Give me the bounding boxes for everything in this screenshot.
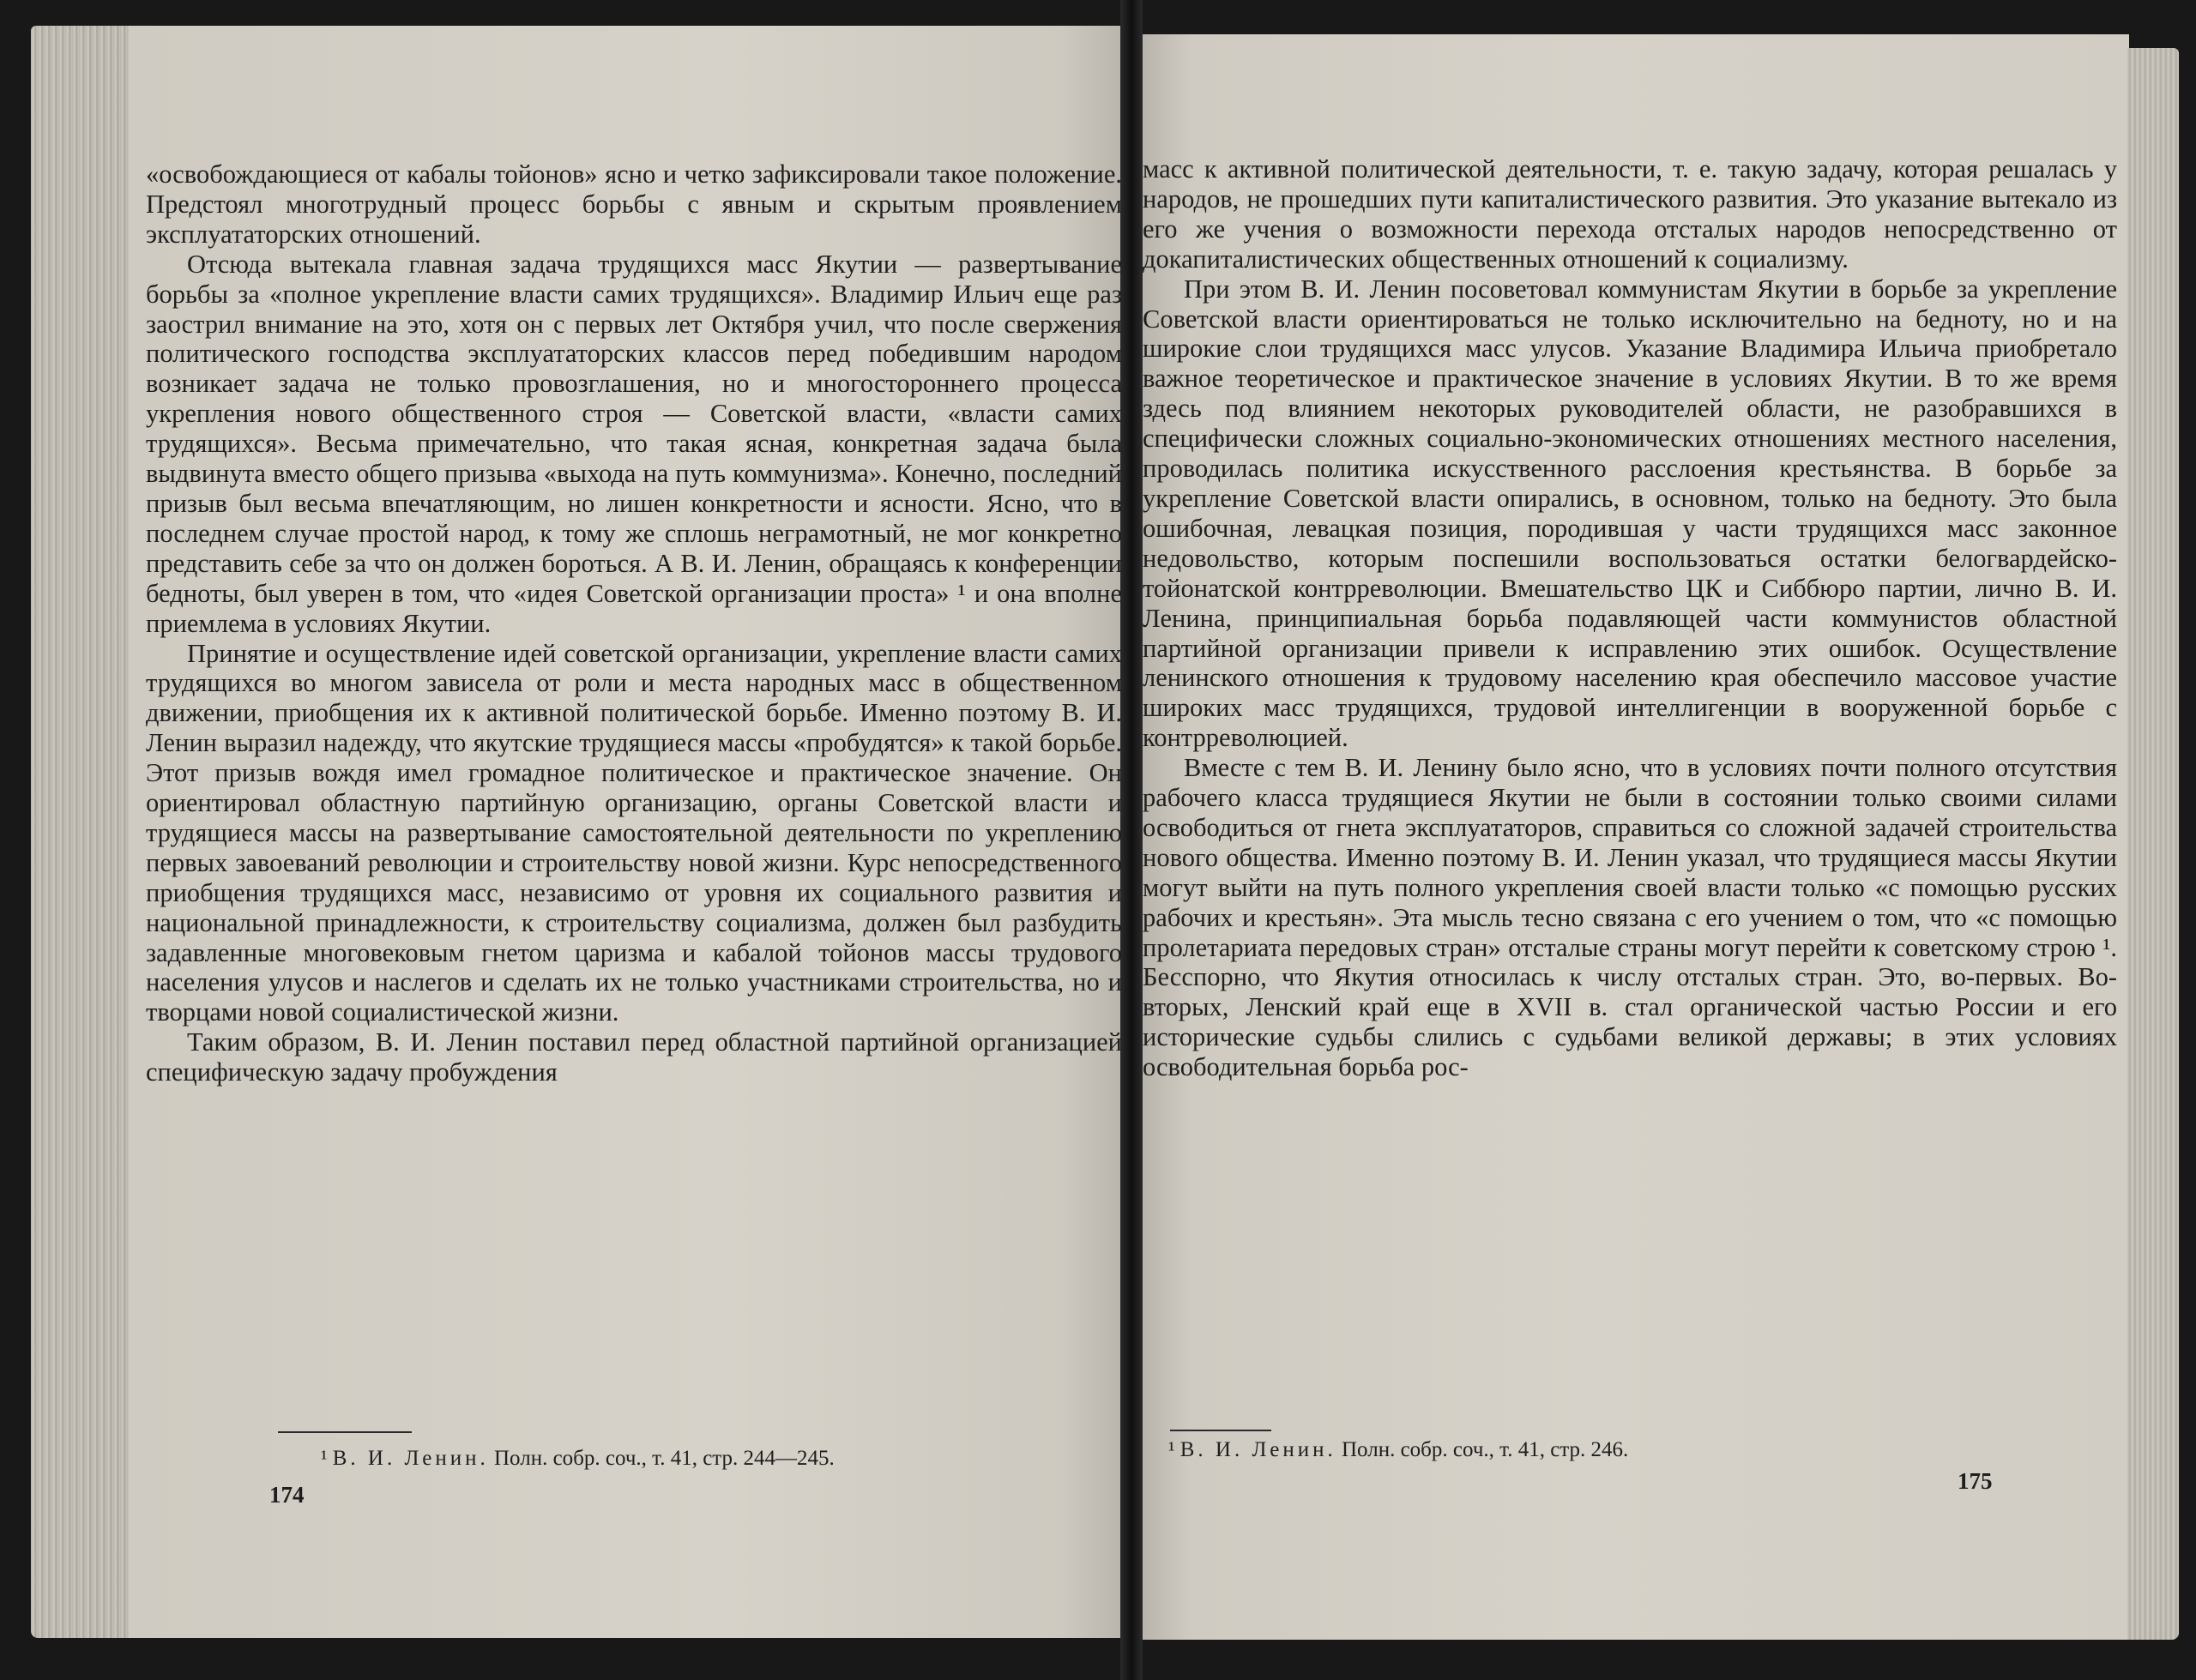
footnote	[1168, 1437, 1628, 1463]
footnote-mark: ¹	[321, 1447, 328, 1470]
paragraph: Вместе с тем В. И. Ленину было ясно, что в условиях почти полного отсутствия рабочего класса трудящиеся Якутии не были в состоянии только своими силами освободиться от гнета эксплуататоров, справиться со сложной задачей строительства нового общества. Именно поэтому В. И. Ленин указал, что трудящиеся массы Якутии могут выйти на путь полного укрепления своей власти только «с помощью русских рабочих и крестьян». Эта мысль тесно связана с его учением о том, что «с помощью пролетариата передовых стран» отсталые страны могут перейти к советскому строю ¹. Бесспорно, что Якутия относилась к числу отсталых стран. Это, во-первых. Во-вторых, Ленский край еще в XVII в. стал органической частью России и его исторические судьбы слились с судьбами великой державы; в этих условиях освободительная борьба рос-	[1143, 753, 2117, 1082]
footnote-text: Полн. собр. соч., т. 41, стр. 244—245.	[494, 1447, 835, 1470]
footnote-author: В. И. Ленин.	[332, 1447, 489, 1470]
footnote	[321, 1446, 835, 1472]
footnote-author: В. И. Ленин.	[1179, 1438, 1336, 1461]
footnote-rule	[278, 1431, 412, 1433]
footnote-mark: ¹	[1168, 1438, 1175, 1461]
footnote-text: Полн. собр. соч., т. 41, стр. 246.	[1342, 1438, 1629, 1461]
page-number: 175	[1958, 1468, 1993, 1494]
page-block-edge-left	[31, 26, 132, 1638]
book-gutter	[1120, 0, 1143, 1680]
footnote-rule	[1170, 1430, 1271, 1431]
paragraph: Принятие и осуществление идей советской организации, укрепление власти самих трудящихся во многом зависела от роли и места народных масс в общественном движении, приобщения их к активной политической борьбе. Именно поэтому В. И. Ленин выразил надежду, что якутские трудящиеся массы «пробудятся» к такой борьбе. Этот призыв вождя имел громадное политическое и практическое значение. Он ориентировал областную партийную организацию, органы Советской власти и трудящиеся массы на развертывание самостоятельной деятельности по укреплению первых завоеваний революции и строительству новой жизни. Курс непосредственного приобщения трудящихся масс, независимо от уровня их социального развития и национальной принадлежности, к строительству социализма, должен был разбудить задавленные многовековым гнетом царизма и кабалой тойонов массы трудового населения улусов и наслегов и сделать их не только участниками строительства, но и творцами новой социалистической жизни.	[146, 638, 1122, 1027]
paragraph: Отсюда вытекала главная задача трудящихся масс Якутии — развертывание борьбы за «полное укрепление власти самих трудящихся». Владимир Ильич еще раз заострил внимание на это, хотя он с первых лет Октября учил, что после свержения политического господства эксплуататорских классов перед победившим народом возникает задача не только провозглашения, но и многостороннего процесса укрепления нового общественного строя — Советской власти, «власти самих трудящихся». Весьма примечательно, что такая ясная, конкретная задача была выдвинута вместо общего призыва «выхода на путь коммунизма». Конечно, последний призыв был весьма впечатляющим, но лишен конкретности и ясности. Ясно, что в последнем случае простой народ, к тому же сплошь неграмотный, не мог конкретно представить себе за что он должен бороться. А В. И. Ленин, обращаясь к конференции бедноты, был уверен в том, что «идея Советской организации проста» ¹ и она вполне приемлема в условиях Якутии.	[146, 249, 1122, 638]
page-number: 174	[269, 1482, 305, 1508]
paragraph: Таким образом, В. И. Ленин поставил перед областной партийной организацией специфическую задачу пробуждения	[146, 1027, 1122, 1087]
left-page-body	[146, 160, 1122, 1087]
paragraph: При этом В. И. Ленин посоветовал коммунистам Якутии в борьбе за укрепление Советской власти ориентироваться не только исключительно на бедноту, но и на широкие слои трудящихся масс улусов. Указание Владимира Ильича приобретало важное теоретическое и практическое значение в условиях Якутии. В то же время здесь под влиянием некоторых руководителей области, не разобравшихся в специфически сложных социально-экономических отношениях местного населения, проводилась политика искусственного расслоения крестьянства. В борьбе за укрепление Советской власти опирались, в основном, только на бедноту. Это была ошибочная, левацкая позиция, породившая у части трудящихся масс законное недовольство, которым поспешили воспользоваться остатки белогвардейско-тойонатской контрреволюции. Вмешательство ЦК и Сиббюро партии, лично В. И. Ленина, принципиальная борьба подавляющей части коммунистов областной партийной организации привели к исправлению этих ошибок. Осуществление ленинского отношения к трудовому населению края обеспечило массовое участие широких масс трудящихся, трудовой интеллигенции в вооруженной борьбе с контрреволюцией.	[1143, 274, 2117, 753]
paragraph: «освобождающиеся от кабалы тойонов» ясно и четко зафиксировали такое положение. Предстоял многотрудный процесс борьбы с явным и скрытым проявлением эксплуататорских отношений.	[146, 160, 1122, 249]
page-block-edge-right	[2127, 48, 2179, 1640]
paragraph: масс к активной политической деятельности, т. е. такую задачу, которая решалась у народов, не прошедших пути капиталистического развития. Это указание вытекало из его же учения о возможности перехода отсталых народов непосредственно от докапиталистических общественных отношений к социализму.	[1143, 154, 2117, 274]
right-page-body	[1143, 154, 2117, 1082]
